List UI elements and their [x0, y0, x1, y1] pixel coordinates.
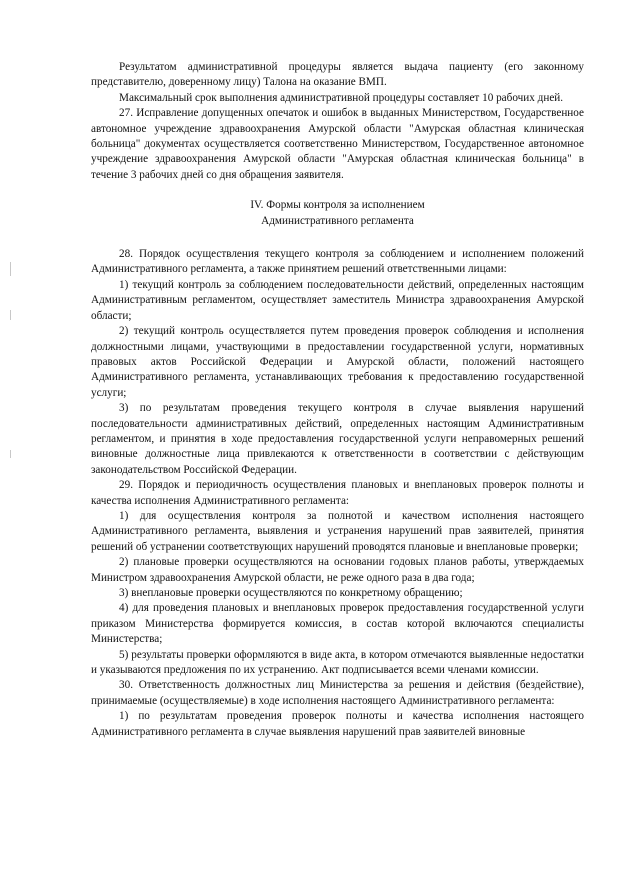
document-page: [91, 60, 584, 740]
section-title-line-2: Административного регламента: [261, 214, 414, 227]
section-title-line-1: IV. Формы контроля за исполнением: [250, 199, 425, 212]
scan-margin-mark: [10, 310, 11, 320]
paragraph: 1) текущий контроль за соблюдением последовательности действий, определенных настоящим Административным регламентом, осуществляет заместитель Министра здравоохранения Амурской области;: [91, 278, 584, 322]
paragraph: 5) результаты проверки оформляются в виде акта, в котором отмечаются выявленные недостатки и указываются предложения по их устранению. Акт подписывается всеми членами комиссии.: [91, 648, 584, 677]
paragraph: 27. Исправление допущенных опечаток и ошибок в выданных Министерством, Государственное автономное учреждение здравоохранения Амурской области "Амурская областная клиническая больница" документах осуществляется соответственно Министерством, Государственное автономное учреждение здравоохранения Амурской области "Амурская областная клиническая больница" в течение 3 рабочих дней со дня обращения заявителя.: [91, 107, 584, 181]
section-title: [91, 198, 584, 229]
paragraph: 28. Порядок осуществления текущего контроля за соблюдением и исполнением положений Административного регламента, а также принятием решений ответственными лицами:: [91, 248, 584, 276]
paragraph: 2) текущий контроль осуществляется путем проведения проверок соблюдения и исполнения должностными лицами, участвующими в предоставлении государственной услуги, нормативных правовых актов Российской Федерации и Амурской области, положений настоящего Административного регламента, устанавливающих требования к предоставлению государственной услуги;: [91, 325, 584, 399]
paragraph: Результатом административной процедуры является выдача пациенту (его законному представителю, доверенному лицу) Талона на оказание ВМП.: [91, 61, 584, 89]
paragraph: 30. Ответственность должностных лиц Министерства за решения и действия (бездействие), принимаемые (осуществляемые) в ходе исполнения настоящего Административного регламента:: [91, 679, 584, 707]
paragraph: 1) для осуществления контроля за полнотой и качеством исполнения настоящего Административного регламента, выявления и устранения нарушений прав заявителей, принятия решений об устранении соответствующих нарушений проводятся плановые и внеплановые проверки;: [91, 509, 584, 553]
paragraph: 4) для проведения плановых и внеплановых проверок предоставления государственной услуги приказом Министерства формируется комиссия, в состав которой включаются специалисты Министерства;: [91, 602, 584, 646]
bottom-paragraphs: [91, 247, 584, 740]
top-paragraphs: [91, 60, 584, 183]
scan-margin-mark: [10, 450, 11, 458]
paragraph: 29. Порядок и периодичность осуществления плановых и внеплановых проверок полноты и качества исполнения Административного регламента:: [91, 479, 584, 507]
paragraph: 3) внеплановые проверки осуществляются по конкретному обращению;: [119, 587, 463, 599]
scan-margin-mark: [10, 262, 11, 276]
paragraph: 3) по результатам проведения текущего контроля в случае выявления нарушений последовательности административных действий, определенных настоящим Административным регламентом, и принятия в ходе предоставления государственной услуги неправомерных решений виновные должностные лица привлекаются к ответственности в соответствии с действующим законодательством Российской Федерации.: [91, 402, 584, 476]
paragraph: Максимальный срок выполнения административной процедуры составляет 10 рабочих дней.: [119, 91, 564, 104]
paragraph: 2) плановые проверки осуществляются на основании годовых планов работы, утверждаемых Министром здравоохранения Амурской области, не реже одного раза в два года;: [91, 556, 584, 584]
paragraph: 1) по результатам проведения проверок полноты и качества исполнения настоящего Административного регламента в случае выявления нарушений прав заявителей виновные: [91, 710, 584, 738]
